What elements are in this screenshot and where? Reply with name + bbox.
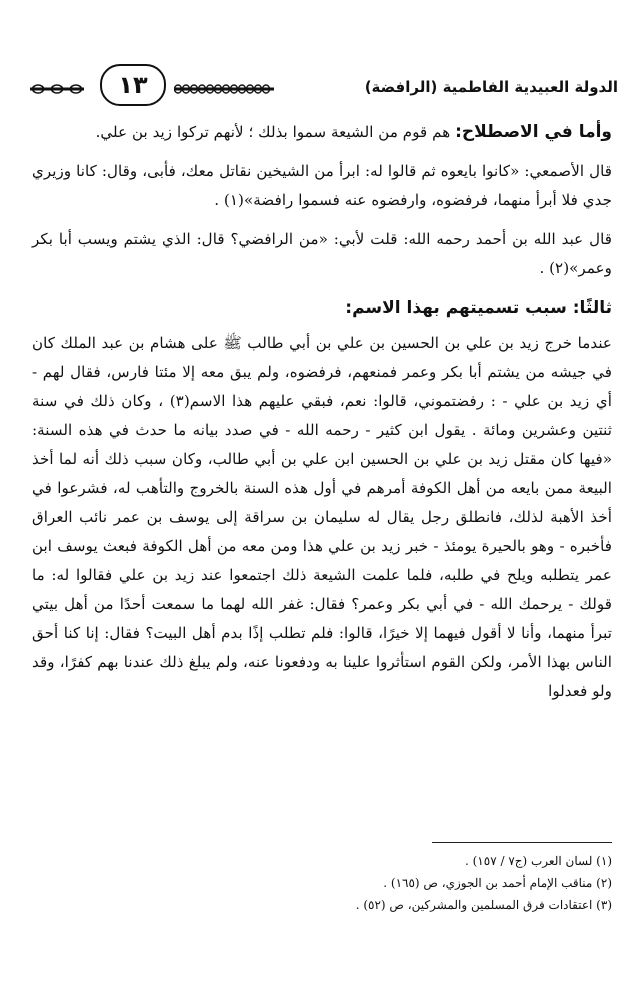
paragraph-asmai-quote: قال الأصمعي: «كانوا بايعوه ثم قالوا له: ابرأ من الشيخين نقاتل معك، فأبى، وقال: كانا وزيري جدي فلا أبرأ منهما، فرفضوه، وارفضوه عنه فسموا رافضة»(١) . [32,162,612,209]
paragraph-text: هم قوم من الشيعة سموا بذلك ؛ لأنهم تركوا زيد بن علي. [95,123,456,141]
paragraph-lead: وأما في الاصطلاح: [455,122,612,142]
header-ornament-chain [174,84,274,94]
paragraph-definition [32,118,612,147]
page-body [32,118,612,716]
header-ornament-chain-left [30,84,84,94]
footnote-3: (٣) اعتقادات فرق المسلمين والمشركين، ص (٥٢) . [355,898,612,912]
section-heading: ثالثًا: سبب تسميتهم بهذا الاسم: [345,298,612,318]
footnotes [32,850,612,916]
footnote-2: (٢) مناقب الإمام أحمد بن الجوزي، ص (١٦٥) . [383,876,612,890]
section-body: عندما خرج زيد بن علي بن الحسين بن علي بن أبي طالب ﷺ على هشام بن عبد الملك كان في جيشه من يشتم أبا بكر وعمر فمنعهم، فرفضوه، ولم يبق معه إلا مئتا فارس، فقال لهم - أي زيد بن علي - : رفضتموني، قالوا: نعم، فبقي عليهم هذا الاسم(٣) ، وكان ذلك في سنة ثنتين وعشرين ومائة . يقول ابن كثير - رحمه الله - في صدد بيانه ما حدث في هذه السنة: «فيها كان مقتل زيد بن علي بن الحسين ابن علي بن أبي طالب، وكان سبب ذلك أنه لما أخذ البيعة ممن بايعه من أهل الكوفة أمرهم في أول هذه السنة بالخروج والتأهب له، فشرعوا في أخذ الأهبة لذلك، فانطلق رجل يقال له سليمان بن سراقة إلى يوسف بن عمر نائب العراق فأخبره - وهو بالحيرة يومئذ - خبر زيد بن علي هذا ومن معه من أهل الكوفة فبعث يوسف ابن عمر يتطلبه ويلح في طلبه، فلما علمت الشيعة ذلك اجتمعوا عند زيد بن علي فقالوا له: ما قولك - يرحمك الله - في أبي بكر وعمر؟ فقال: غفر الله لهما ما سمعت أحدًا من أهل بيتي تبرأ منهما، وأنا لا أقول فيهما إلا خيرًا، قالوا: فلم تطلب إذًا بدم أهل البيت؟ فقال: إنا كنا أحق الناس بهذا الأمر، ولكن القوم استأثروا علينا به ودفعونا عنه، ولم يبلغ ذلك عندنا بهم كفرًا، وقد ولو فعدلوا [32,334,613,700]
page-header [24,62,618,108]
footnote-1: (١) لسان العرب (ج٧ / ١٥٧) . [464,854,612,868]
footnote-divider [432,842,612,843]
paragraph-ahmad-quote: قال عبد الله بن أحمد رحمه الله: قلت لأبي: «من الرافضي؟ قال: الذي يشتم ويسب أبا بكر وعمر»(٢) . [32,230,612,277]
page-number: ١٣ [100,64,166,106]
running-title: الدولة العبيدية الفاطمية (الرافضة) [364,78,618,96]
